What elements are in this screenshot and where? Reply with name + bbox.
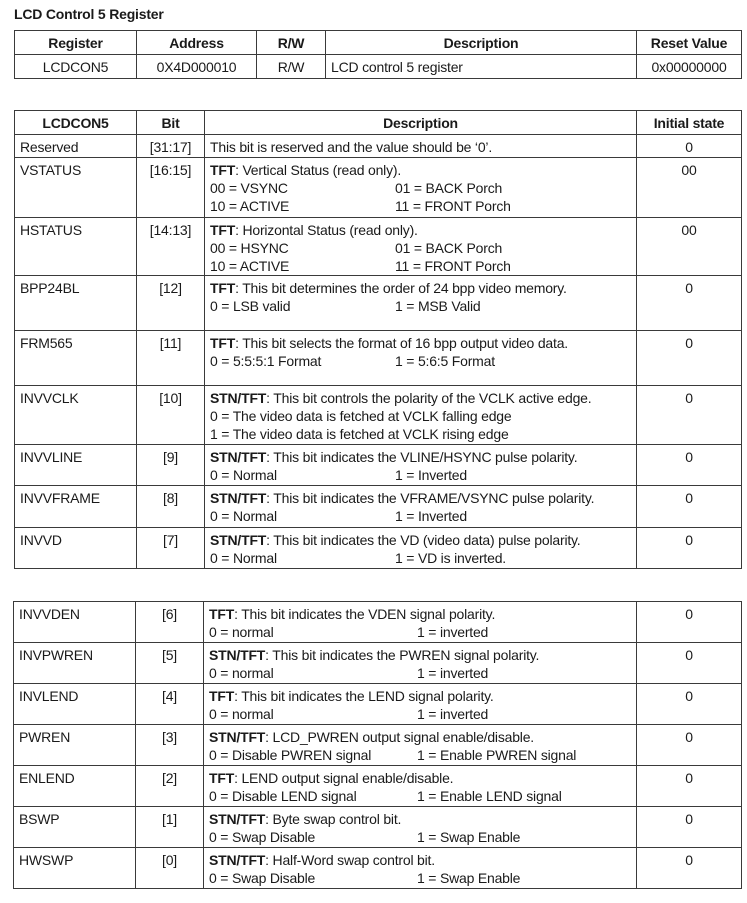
- value-options: [210, 257, 636, 275]
- field-summary: [209, 605, 636, 623]
- summary-text: : This bit indicates the VLINE/HSYNC pulse polarity.: [266, 449, 578, 465]
- value-options: [209, 623, 636, 641]
- column-header-initial-state: Initial state: [637, 111, 742, 135]
- field-summary: [209, 769, 636, 787]
- option-value: 0 = normal: [209, 706, 274, 722]
- bit-range: [31:17]: [137, 135, 205, 158]
- value-options: [209, 787, 636, 805]
- field-name: PWREN: [14, 725, 136, 766]
- initial-state: 0: [637, 848, 742, 889]
- option-value: 1 = MSB Valid: [395, 298, 481, 314]
- table-row: [15, 445, 742, 486]
- field-name: BSWP: [14, 807, 136, 848]
- field-description: [205, 445, 637, 486]
- option-value: 10 = ACTIVE: [210, 258, 290, 274]
- field-description: [204, 725, 637, 766]
- table-row: [15, 218, 742, 276]
- mode-label: STN/TFT: [210, 390, 267, 406]
- section-title: LCD Control 5 Register: [14, 6, 164, 22]
- bit-field-table: [14, 110, 742, 569]
- field-description: [205, 486, 637, 528]
- field-name: INVPWREN: [14, 643, 136, 684]
- initial-state: 0: [637, 445, 742, 486]
- option-value: 1 = inverted: [417, 624, 489, 640]
- field-description: [204, 848, 637, 889]
- column-header-field: LCDCON5: [15, 111, 137, 135]
- table-row: [14, 602, 742, 643]
- value-options: [210, 197, 636, 215]
- option-value: 11 = FRONT Porch: [395, 258, 511, 274]
- table-row: [15, 276, 742, 331]
- value-options: [210, 179, 636, 197]
- option-value: 01 = BACK Porch: [395, 240, 503, 256]
- field-summary: [210, 531, 636, 549]
- field-name: INVVCLK: [15, 386, 137, 445]
- field-description: [204, 807, 637, 848]
- initial-state: 0: [637, 766, 742, 807]
- option-value: 1 = Swap Enable: [417, 829, 521, 845]
- field-name: INVLEND: [14, 684, 136, 725]
- table-row: [15, 55, 742, 79]
- table-row: [15, 528, 742, 569]
- mode-label: STN/TFT: [210, 532, 267, 548]
- value-line: 0 = The video data is fetched at VCLK falling edge: [210, 408, 512, 424]
- field-description: [205, 386, 637, 445]
- field-name: INVVD: [15, 528, 137, 569]
- bit-range: [4]: [136, 684, 204, 725]
- summary-text: : Vertical Status (read only).: [235, 162, 402, 178]
- column-header-description: Description: [205, 111, 637, 135]
- summary-text: : This bit indicates the PWREN signal polarity.: [265, 647, 540, 663]
- table-row: [14, 848, 742, 889]
- table-row: [15, 386, 742, 445]
- field-summary: [209, 646, 636, 664]
- option-value: 01 = BACK Porch: [395, 180, 503, 196]
- summary-text: : This bit controls the polarity of the VCLK active edge.: [266, 390, 592, 406]
- table-row: [14, 725, 742, 766]
- field-name: INVVDEN: [14, 602, 136, 643]
- field-summary: [210, 279, 636, 297]
- summary-text: : Byte swap control bit.: [265, 811, 402, 827]
- option-value: 11 = FRONT Porch: [395, 198, 511, 214]
- option-value: 1 = Inverted: [395, 467, 467, 483]
- field-name: FRM565: [15, 331, 137, 386]
- option-value: 0 = Disable PWREN signal: [209, 747, 372, 763]
- mode-label: TFT: [210, 280, 236, 296]
- summary-text: : This bit determines the order of 24 bpp video memory.: [235, 280, 567, 296]
- summary-text: : This bit selects the format of 16 bpp output video data.: [235, 335, 568, 351]
- column-header-reset-value: Reset Value: [637, 31, 742, 55]
- summary-text: : LEND output signal enable/disable.: [234, 770, 454, 786]
- field-name: INVVLINE: [15, 445, 137, 486]
- field-description: [204, 643, 637, 684]
- register-rw: R/W: [257, 55, 326, 79]
- mode-label: STN/TFT: [209, 729, 266, 745]
- bit-range: [1]: [136, 807, 204, 848]
- register-name: LCDCON5: [15, 55, 137, 79]
- table-row: [15, 158, 742, 218]
- initial-state: 0: [637, 725, 742, 766]
- option-value: 1 = VD is inverted.: [395, 550, 506, 566]
- summary-text: : This bit indicates the VFRAME/VSYNC pulse polarity.: [266, 490, 595, 506]
- value-options: [209, 705, 636, 723]
- field-summary: [209, 810, 636, 828]
- bit-range: [11]: [137, 331, 205, 386]
- table-row: [15, 486, 742, 528]
- option-value: 1 = inverted: [417, 706, 489, 722]
- field-name: VSTATUS: [15, 158, 137, 218]
- summary-text: : LCD_PWREN output signal enable/disable.: [265, 729, 534, 745]
- bit-range: [8]: [137, 486, 205, 528]
- bit-range: [14:13]: [137, 218, 205, 276]
- field-description: [205, 528, 637, 569]
- table-row: [14, 643, 742, 684]
- field-summary: This bit is reserved and the value should be ‘0’.: [210, 139, 493, 155]
- bit-range: [16:15]: [137, 158, 205, 218]
- value-line: 1 = The video data is fetched at VCLK rising edge: [210, 426, 509, 442]
- field-summary: [210, 161, 636, 179]
- initial-state: 0: [637, 602, 742, 643]
- bit-field-table-continued: [13, 601, 742, 889]
- field-name: ENLEND: [14, 766, 136, 807]
- field-description: [205, 218, 637, 276]
- table-row: [15, 135, 742, 158]
- option-value: 0 = LSB valid: [210, 298, 291, 314]
- initial-state: 00: [637, 158, 742, 218]
- field-description: [204, 766, 637, 807]
- option-value: 00 = VSYNC: [210, 180, 288, 196]
- register-description: LCD control 5 register: [326, 55, 637, 79]
- field-summary: [210, 489, 636, 507]
- field-summary: [210, 221, 636, 239]
- bit-range: [0]: [136, 848, 204, 889]
- mode-label: STN/TFT: [209, 811, 266, 827]
- value-options: [210, 549, 636, 567]
- bit-range: [2]: [136, 766, 204, 807]
- value-options: [210, 297, 636, 315]
- initial-state: 0: [637, 331, 742, 386]
- initial-state: 00: [637, 218, 742, 276]
- table-row: [14, 766, 742, 807]
- column-header-rw: R/W: [257, 31, 326, 55]
- option-value: 1 = Enable PWREN signal: [417, 747, 577, 763]
- field-name: INVVFRAME: [15, 486, 137, 528]
- field-description: [205, 135, 637, 158]
- initial-state: 0: [637, 528, 742, 569]
- value-options: [210, 239, 636, 257]
- option-value: 1 = Inverted: [395, 508, 467, 524]
- field-description: [205, 331, 637, 386]
- initial-state: 0: [637, 276, 742, 331]
- summary-text: : Half-Word swap control bit.: [265, 852, 435, 868]
- summary-text: : Horizontal Status (read only).: [235, 222, 418, 238]
- option-value: 10 = ACTIVE: [210, 198, 290, 214]
- option-value: 0 = Normal: [210, 550, 277, 566]
- value-options: [209, 664, 636, 682]
- value-options: [210, 466, 636, 484]
- option-value: 0 = 5:5:5:1 Format: [210, 353, 322, 369]
- mode-label: STN/TFT: [210, 449, 267, 465]
- field-description: [205, 276, 637, 331]
- field-name: BPP24BL: [15, 276, 137, 331]
- field-description: [204, 684, 637, 725]
- bit-range: [5]: [136, 643, 204, 684]
- field-summary: [210, 448, 636, 466]
- field-name: HWSWP: [14, 848, 136, 889]
- column-header-register: Register: [15, 31, 137, 55]
- field-summary: [209, 728, 636, 746]
- column-header-bit: Bit: [137, 111, 205, 135]
- mode-label: TFT: [210, 162, 236, 178]
- table-row: [14, 684, 742, 725]
- option-value: 1 = Enable LEND signal: [417, 788, 562, 804]
- initial-state: 0: [637, 807, 742, 848]
- mode-label: STN/TFT: [209, 647, 266, 663]
- initial-state: 0: [637, 486, 742, 528]
- option-value: 0 = normal: [209, 665, 274, 681]
- option-value: 1 = Swap Enable: [417, 870, 521, 886]
- initial-state: 0: [637, 135, 742, 158]
- option-value: 00 = HSYNC: [210, 240, 289, 256]
- value-options: [209, 746, 636, 764]
- summary-text: : This bit indicates the VD (video data) pulse polarity.: [266, 532, 581, 548]
- bit-range: [3]: [136, 725, 204, 766]
- table-row: [14, 807, 742, 848]
- register-address: 0X4D000010: [137, 55, 257, 79]
- bit-range: [12]: [137, 276, 205, 331]
- field-summary: [210, 389, 636, 407]
- value-options: [210, 507, 636, 525]
- field-summary: [209, 851, 636, 869]
- option-value: 0 = normal: [209, 624, 274, 640]
- summary-text: : This bit indicates the LEND signal polarity.: [234, 688, 494, 704]
- option-value: 1 = inverted: [417, 665, 489, 681]
- field-name: Reserved: [15, 135, 137, 158]
- option-value: 0 = Swap Disable: [209, 870, 316, 886]
- initial-state: 0: [637, 684, 742, 725]
- bit-range: [7]: [137, 528, 205, 569]
- mode-label: TFT: [210, 222, 236, 238]
- mode-label: STN/TFT: [209, 852, 266, 868]
- column-header-description: Description: [326, 31, 637, 55]
- value-options: [209, 869, 636, 887]
- mode-label: TFT: [209, 606, 235, 622]
- table-row: [15, 331, 742, 386]
- option-value: 1 = 5:6:5 Format: [395, 353, 495, 369]
- mode-label: TFT: [209, 770, 235, 786]
- initial-state: 0: [637, 643, 742, 684]
- option-value: 0 = Normal: [210, 467, 277, 483]
- field-description: [204, 602, 637, 643]
- bit-range: [6]: [136, 602, 204, 643]
- value-options: [209, 828, 636, 846]
- field-summary: [210, 334, 636, 352]
- mode-label: STN/TFT: [210, 490, 267, 506]
- mode-label: TFT: [210, 335, 236, 351]
- summary-text: : This bit indicates the VDEN signal polarity.: [234, 606, 496, 622]
- table-header-row: [15, 31, 742, 55]
- register-summary-table: [14, 30, 742, 79]
- initial-state: 0: [637, 386, 742, 445]
- register-reset-value: 0x00000000: [637, 55, 742, 79]
- bit-range: [10]: [137, 386, 205, 445]
- option-value: 0 = Disable LEND signal: [209, 788, 357, 804]
- value-options: [210, 352, 636, 370]
- mode-label: TFT: [209, 688, 235, 704]
- field-summary: [209, 687, 636, 705]
- field-name: HSTATUS: [15, 218, 137, 276]
- column-header-address: Address: [137, 31, 257, 55]
- table-header-row: [15, 111, 742, 135]
- bit-range: [9]: [137, 445, 205, 486]
- option-value: 0 = Normal: [210, 508, 277, 524]
- option-value: 0 = Swap Disable: [209, 829, 316, 845]
- field-description: [205, 158, 637, 218]
